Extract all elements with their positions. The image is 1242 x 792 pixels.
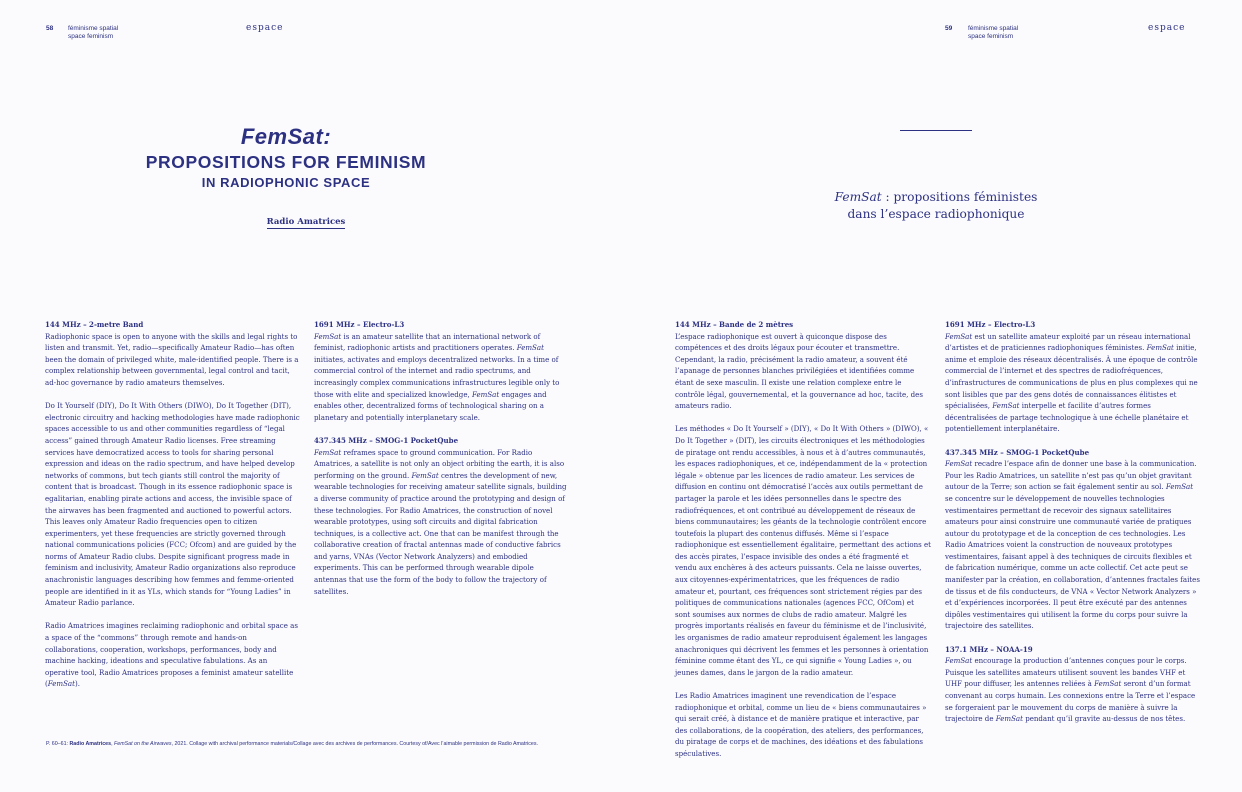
- french-title-line-1: FemSat : propositions féministes: [834, 190, 1038, 204]
- left-running-head: [68, 25, 118, 41]
- paragraph: Radiophonic space is open to anyone with the skills and legal rights to listen and transmit. Yet, radio—specifically Amateur Radio—has often been the domain of privileged white, male-identified people. There is a complex relationship between governmental, legal control and tacit, ad-hoc governance by radio amateurs themselves.: [45, 331, 299, 387]
- left-column-2: [314, 319, 568, 597]
- running-head-fr: féminisme spatial: [68, 25, 119, 32]
- running-head-fr: féminisme spatial: [968, 25, 1019, 32]
- section-heading: 437.345 MHz – SMOG-1 PocketQube: [314, 435, 459, 445]
- title-rule: [900, 130, 972, 131]
- page-number: 59: [945, 25, 953, 32]
- french-title-line-2: dans l’espace radiophonique: [847, 206, 1025, 221]
- section-heading: 1691 MHz – Electro-L3: [945, 320, 1036, 329]
- article-title: [80, 124, 492, 190]
- running-head-en: space feminism: [68, 33, 114, 40]
- paragraph: L’espace radiophonique est ouvert à quiconque dispose des compétences et des droits légaux pour écouter et transmettre. Cependant, la radio, précisément la radio amateur, a souvent été l’apanage de personnes blanches privilégiées et identifiées comme étant de sexe masculin. Il existe une relation complexe entre le contrôle légal, gouvernemental, et la gouvernance ad hoc, tacite, des amateurs radio.: [675, 331, 923, 411]
- image-caption: P. 60–61: Radio Amatrices, FemSat on the Airwaves, 2021. Collage with archival performance materials/Collage avec des archives de performances. Courtesy of/Avec l’aimable permission de Radio Amatrices.: [46, 741, 538, 747]
- paragraph: Les Radio Amatrices imaginent une revendication de l’espace radiophonique et orbital, comme un lieu de « biens communautaires » qui serait créé, à distance et de manière pratique et interactive, par des collaborations, de la coopération, des ateliers, des performances, du piratage de corps et de machines, des idéations et des fabulations spéculatives.: [675, 691, 927, 758]
- right-column-2: [945, 319, 1201, 725]
- paragraph: FemSat is an amateur satellite that an international network of feminist, radiophonic artists and practitioners operates. FemSat initiates, activates and employs decentralized networks. In a time of commercial control of the internet and radio spectrums, and increasingly complex communications infrastructures legible only to those with elite and specialized knowledge, FemSat engages and enables other, decentralized forms of technological sharing on a planetary and potentially interplanetary scale.: [314, 331, 560, 422]
- running-head-en: space feminism: [968, 33, 1014, 40]
- author-name: Radio Amatrices: [266, 217, 346, 227]
- page-number: 58: [46, 25, 54, 32]
- left-column-1: [45, 319, 301, 690]
- paragraph: Les méthodes « Do It Yourself » (DIY), « Do It With Others » (DIWO), « Do It Together » (DIT), les circuits électroniques et les méthodologies de piratage ont rendu accessibles, à nous et à d’autres communautés, les espaces radiophoniques, et ce, indépendamment de la « protection légale » obtenue par les licences de radio amateur. Les services de diffusion en continu ont démocratisé l’accès aux outils permettant de partager la parole et les idées personnelles dans le spectre des radiofréquences, et ont contribué au développement de réseaux de biens communautaires; les géants de la technologie contrôlent encore toutefois la plupart des contenus diffusés. Même si l’espace radiophonique est essentiellement égalitaire, permettant des actions et des accès pirates, l’espace invisible des ondes a été fragmenté et vendu aux enchères à des acteurs puissants. Cela ne laisse ouvertes, aux citoyennes-expérimentatrices, que les fréquences de radio amateur et, pourtant, ces fréquences sont strictement régies par des politiques de communications nationales (agences FCC, OfCom) et sont soumises aux normes de clubs de radio amateur. Malgré les progrès importants réalisés en faveur du féminisme et de l’inclusivité, les organismes de radio amateur reproduisent également les langages anachroniques qui décrivent les femmes et les personnes à orientation féminine comme étant des YL, ce qui signifie « Young Ladies », ou jeunes dames, dans le jargon de la radio amateur.: [675, 424, 931, 677]
- title-line-2: PROPOSITIONS FOR FEMINISM: [145, 152, 427, 172]
- title-line-1: FemSat:: [240, 124, 332, 149]
- section-heading: 1691 MHz – Electro-L3: [314, 320, 405, 329]
- right-running-head: [968, 25, 1018, 41]
- left-folio: [46, 25, 53, 33]
- section-heading: 437.345 MHz – SMOG-1 PocketQube: [945, 447, 1090, 457]
- paragraph: FemSat encourage la production d’antennes conçues pour le corps. Puisque les satellites amateurs utilisent souvent les bandes VHF et UHF pour diffuser, les antennes reliées à FemSat seront d’un format convenant au corps humain. Les connexions entre la Terre et l’espace se forgeraient par le mouvement du corps de manière à suivre la trajectoire de FemSat pendant qu’il gravite au-dessus de nos têtes.: [945, 656, 1196, 724]
- title-line-3: IN RADIOPHONIC SPACE: [201, 175, 371, 190]
- right-folio: [945, 25, 952, 33]
- paragraph: Radio Amatrices imagines reclaiming radiophonic and orbital space as a space of the “commons” through remote and hands-on collaborations, cooperation, workshops, performances, body and machine hacking, ideations and speculative fabulations. As an operative tool, Radio Amatrices proposes a feminist amateur satellite (FemSat).: [45, 621, 298, 689]
- espace-logo: espace: [1148, 23, 1186, 33]
- section-heading: 144 MHz – 2-metre Band: [45, 320, 144, 329]
- paragraph: FemSat est un satellite amateur exploité par un réseau international d’artistes et de praticiennes radiophoniques féministes. FemSat initie, anime et emploie des réseaux décentralisés. À une époque de contrôle commercial de l’internet et des spectres de radiofréquences, d’infrastructures de communications de plus en plus complexes qui ne sont lisibles que par des gens dotés de connaissances élitistes et spécialisées, FemSat interpelle et facilite d’autres formes décentralisées de partage technologique à une échelle planétaire et potentiellement interplanétaire.: [945, 331, 1198, 434]
- section-heading: 144 MHz – Bande de 2 mètres: [675, 320, 794, 329]
- author-wrap: [80, 209, 532, 228]
- section-heading: 137.1 MHz – NOAA-19: [945, 644, 1033, 654]
- espace-logo: espace: [246, 23, 284, 33]
- paragraph: FemSat reframes space to ground communication. For Radio Amatrices, a satellite is not only an object orbiting the earth, it is also performing on the ground. FemSat centres the development of new, wearable technologies for receiving amateur satellite signals, building a diverse community of practice around the prototyping and design of these technologies. For Radio Amatrices, the construction of novel wearable prototypes, using soft circuits and digital fabrication techniques, is a collective act. One that can be manifest through the collaborative creation of fractal antennas made of conductive fabrics and yarns, VNAs (Vector Network Analyzers) and embodied experiments. This can be performed through wearable dipole antennas that use the form of the body to follow the trajectory of satellites.: [314, 447, 567, 596]
- french-title: [756, 189, 1116, 222]
- right-column-1: [675, 319, 931, 760]
- paragraph: FemSat recadre l’espace afin de donner une base à la communication. Pour les Radio Amatrices, un satellite n’est pas qu’un objet gravitant autour de la Terre; son action se fait également sentir au sol. FemSat se concentre sur le développement de nouvelles technologies vestimentaires permettant de recevoir des signaux satellitaires amateurs pour ainsi construire une communauté variée de pratiques autour du prototypage et de la conception de ces technologies. Les Radio Amatrices voient la construction de nouveaux prototypes vestimentaires, faisant appel à des techniques de circuits flexibles et de fabrication numérique, comme un acte collectif. Cet acte peut se manifester par la création, en collaboration, d’antennes fractales faites de tissus et de fils conducteurs, de VNA « Vector Network Analyzers » et d’expériences incorporées. Il peut être exécuté par des antennes dipôles vestimentaires qui utilisent la forme du corps pour suivre la trajectoire des satellites.: [945, 459, 1200, 631]
- paragraph: Do It Yourself (DIY), Do It With Others (DIWO), Do It Together (DIT), electronic circuitry and hacking methodologies have made radiophonic spaces accessible to us and other communities regardless of “legal access” gained through Amateur Radio licenses. Free streaming services have democratized access to tools for sharing personal expression and ideas on the radio spectrum, and have helped develop networks of commons, but tech giants still control the majority of content that is broadcast. Though in its essence radiophonic space is egalitarian, enabling pirate actions and access, the invisible space of the airwaves has been fragmented and auctioned to powerful actors. This leaves only Amateur Radio frequencies open to citizen experimenters, yet these frequencies are strictly governed through national communications policies (FCC; Ofcom) and are guided by the norms of Amateur Radio clubs. Despite significant progress made in feminism and inclusivity, Amateur Radio organizations also reproduce anachronistic languages describing how femmes and femme-oriented people are identified in it as YLs, which stands for “Young Ladies” in Amateur Radio parlance.: [45, 401, 300, 608]
